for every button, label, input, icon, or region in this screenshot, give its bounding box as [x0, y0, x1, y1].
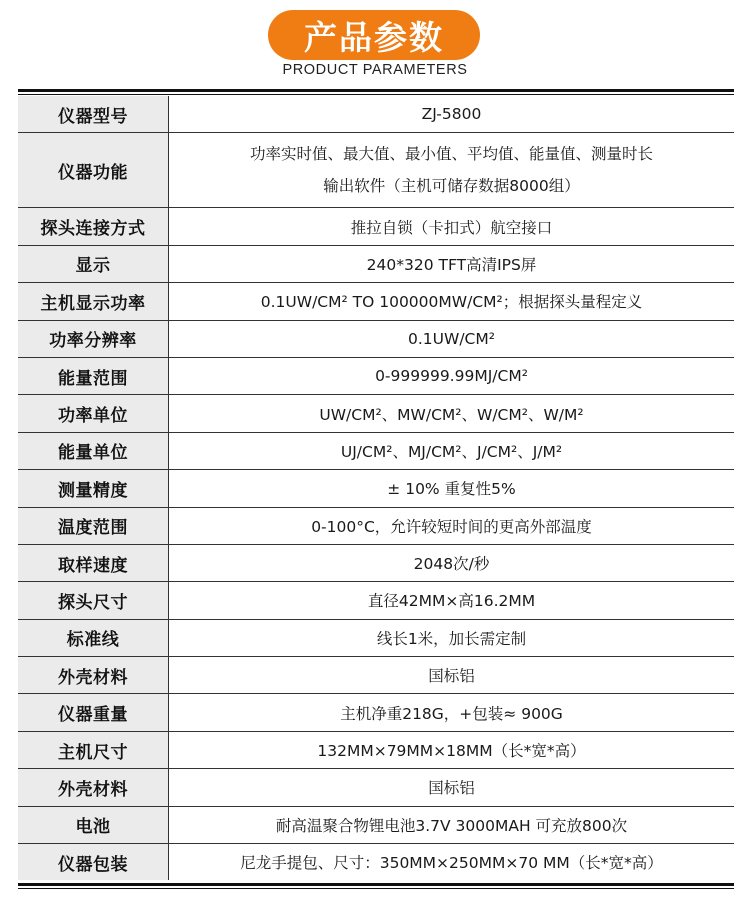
table-row	[18, 844, 734, 881]
top-rule-thin	[18, 94, 734, 95]
page-header	[0, 0, 750, 90]
row-label: 标准线	[18, 619, 169, 656]
table-row	[18, 806, 734, 843]
row-value: UJ/CM²、MJ/CM²、J/CM²、J/M²	[169, 432, 735, 469]
page-subtitle: PRODUCT PARAMETERS	[282, 62, 468, 78]
row-value: 0-999999.99MJ/CM²	[169, 357, 735, 394]
row-label: 外壳材料	[18, 769, 169, 806]
bottom-rule-thin	[18, 888, 734, 889]
row-value: 2048次/秒	[169, 544, 735, 581]
table-row	[18, 582, 734, 619]
row-value-line: 输出软件（主机可储存数据8000组）	[323, 177, 580, 196]
row-label: 电池	[18, 806, 169, 843]
row-value: ± 10% 重复性5%	[169, 470, 735, 507]
row-value-line: 功率实时值、最大值、最小值、平均值、能量值、测量时长	[249, 145, 653, 164]
top-rule-thick	[18, 89, 734, 92]
row-value: 240*320 TFT高清IPS屏	[169, 245, 735, 282]
row-label: 能量单位	[18, 432, 169, 469]
table-row	[18, 769, 734, 806]
row-value: 132MM×79MM×18MM（长*宽*高）	[169, 731, 735, 768]
row-label: 温度范围	[18, 507, 169, 544]
parameters-table	[18, 96, 734, 880]
row-label: 能量范围	[18, 357, 169, 394]
table-row	[18, 657, 734, 694]
row-value: 尼龙手提包、尺寸：350MM×250MM×70 MM（长*宽*高）	[169, 844, 735, 881]
row-label: 功率单位	[18, 395, 169, 432]
row-label: 测量精度	[18, 470, 169, 507]
page-title: 产品参数	[304, 17, 444, 57]
row-label: 仪器功能	[18, 133, 169, 208]
row-value: 主机净重218G，+包装≈ 900G	[169, 694, 735, 731]
row-value: 0-100°C，允许较短时间的更高外部温度	[169, 507, 735, 544]
row-label: 显示	[18, 245, 169, 282]
row-label: 功率分辨率	[18, 320, 169, 357]
row-label: 外壳材料	[18, 657, 169, 694]
row-label: 主机尺寸	[18, 731, 169, 768]
row-label: 取样速度	[18, 544, 169, 581]
row-label: 仪器包装	[18, 844, 169, 881]
table-row	[18, 470, 734, 507]
table-row	[18, 507, 734, 544]
table-row	[18, 395, 734, 432]
table-row	[18, 283, 734, 320]
row-value: 0.1UW/CM²	[169, 320, 735, 357]
row-value: 线长1米，加长需定制	[169, 619, 735, 656]
bottom-rule-thick	[18, 883, 734, 886]
row-value: UW/CM²、MW/CM²、W/CM²、W/M²	[169, 395, 735, 432]
row-value: 耐高温聚合物锂电池3.7V 3000MAH 可充放800次	[169, 806, 735, 843]
row-value	[169, 133, 735, 208]
row-label: 探头尺寸	[18, 582, 169, 619]
row-value: ZJ-5800	[169, 96, 735, 133]
row-label: 仪器重量	[18, 694, 169, 731]
row-value: 直径42MM×高16.2MM	[169, 582, 735, 619]
row-value: 0.1UW/CM² TO 100000MW/CM²；根据探头量程定义	[169, 283, 735, 320]
table-row	[18, 731, 734, 768]
table-row	[18, 96, 734, 133]
table-row	[18, 544, 734, 581]
row-value: 推拉自锁（卡扣式）航空接口	[169, 208, 735, 245]
table-row	[18, 694, 734, 731]
row-value: 国标铝	[169, 769, 735, 806]
table-row	[18, 208, 734, 245]
row-label: 主机显示功率	[18, 283, 169, 320]
row-value: 国标铝	[169, 657, 735, 694]
row-label: 仪器型号	[18, 96, 169, 133]
table-row	[18, 357, 734, 394]
table-row	[18, 432, 734, 469]
table-row	[18, 245, 734, 282]
row-label: 探头连接方式	[18, 208, 169, 245]
table-row	[18, 133, 734, 208]
table-row	[18, 619, 734, 656]
page-title-badge	[268, 10, 480, 60]
table-row	[18, 320, 734, 357]
